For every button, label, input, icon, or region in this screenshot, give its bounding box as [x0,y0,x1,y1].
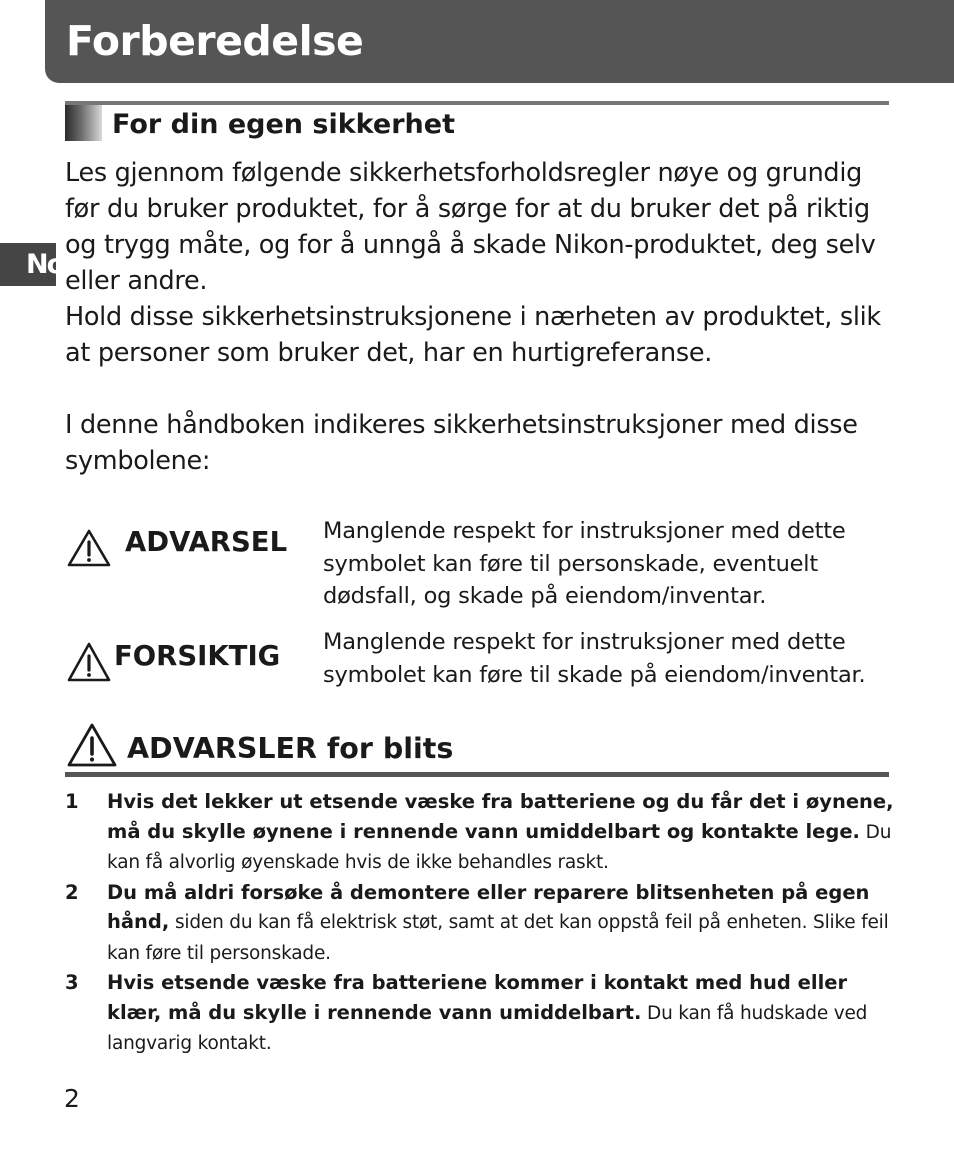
item-bold-text: Du må aldri forsøke å demontere eller reparere blitsenheten på egen hånd, [107,880,870,933]
chapter-title: Forberedelse [66,17,364,65]
item-text: Du kan få alvorlig øyenskade hvis de ikke behandles raskt. [107,821,892,873]
intro-paragraph-2: Hold disse sikkerhetsinstruksjonene i nærheten av produktet, slik at personer som bruker det, har en hurtigreferanse. [65,302,881,368]
list-item [65,968,895,1059]
advarsel-label: ADVARSEL [125,526,288,558]
warning-triangle-icon [66,722,118,768]
forsiktig-label: FORSIKTIG [114,640,281,672]
section-heading: For din egen sikkerhet [112,109,455,140]
caution-triangle-icon [66,641,112,683]
item-number: 1 [65,790,79,813]
list-item [65,787,895,878]
warnings-heading: ADVARSLER for blits [127,732,454,765]
section-marker [65,105,102,141]
advarsel-description: Manglende respekt for instruksjoner med dette symbolet kan føre til personskade, eventuelt dødsfall, og skade på eiendom/inventar. [323,518,846,609]
item-number: 2 [65,880,79,904]
item-bold-text: Hvis det lekker ut etsende væske fra batteriene og du får det i øynene, må du skylle øynene i rennende vann umiddelbart og kontakte lege. [107,790,894,843]
warning-triangle-icon [66,528,112,568]
warning-list [65,787,895,1059]
item-text: Du kan få hudskade ved langvarig kontakt. [107,1002,868,1054]
item-text: siden du kan få elektrisk støt, samt at det kan oppstå feil på enheten. Slike feil kan føre til personskade. [107,912,889,964]
intro-paragraph-1: Les gjennom følgende sikkerhetsforholdsregler nøye og grundig før du bruker produktet, for å sørge for at du bruker det på riktig og trygg måte, og for å unngå å skade Nikon-produktet, deg selv eller andre. [65,158,876,296]
item-bold-text: Hvis etsende væske fra batteriene kommer i kontakt med hud eller klær, må du skylle i rennende vann umiddelbart. [107,971,848,1024]
item-number: 3 [65,971,79,994]
intro-paragraph-3: I denne håndboken indikeres sikkerhetsinstruksjoner med disse symbolene: [65,410,858,476]
forsiktig-description: Manglende respekt for instruksjoner med dette symbolet kan føre til skade på eiendom/inventar. [323,629,866,688]
intro-text [65,155,901,479]
list-item [65,878,895,969]
page-number: 2 [64,1084,80,1113]
warnings-rule [65,772,889,777]
language-tab: No [0,243,56,286]
